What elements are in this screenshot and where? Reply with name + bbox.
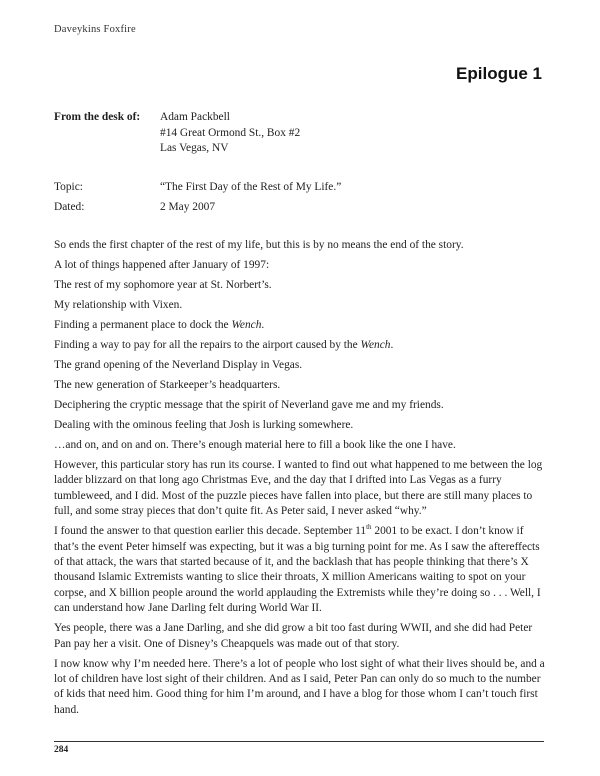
footer-rule (54, 741, 544, 742)
paragraph: The grand opening of the Neverland Display in Vegas. (54, 359, 303, 371)
paragraph: However, this particular story has run its course. I wanted to find out what happened to me between the log ladder blizzard on that long ago Christmas Eve, and the day that I drifted into Las Vegas as a furry tumbleweed, and I did. Most of the puzzle pieces have fallen into place, but there are still many places to full, and some stray pieces that don’t quite fit. As Peter said, I never asked “why.” (54, 459, 543, 518)
paragraph (54, 338, 550, 353)
memo-from-city: Las Vegas, NV (160, 142, 229, 154)
paragraph-text: . (261, 319, 265, 331)
paragraph: I now know why I’m needed here. There’s a lot of people who lost sight of what their lives should be, and a lot of children have lost sight of their children. And as I said, Peter Pan can only do so much to the number of kids that need him. Good thing for him I’m around, and I have a blog for those whom I can’t touch first hand. (54, 657, 545, 716)
paragraph: Dealing with the ominous feeling that Josh is lurking somewhere. (54, 419, 354, 431)
body-text (54, 238, 550, 723)
paragraph: Deciphering the cryptic message that the spirit of Neverland gave me and my friends. (54, 399, 444, 411)
memo-dated-label: Dated: (54, 201, 85, 213)
ordinal-suffix: th (366, 523, 372, 532)
memo-dated-row (54, 200, 215, 216)
memo-from-street: #14 Great Ormond St., Box #2 (160, 126, 301, 139)
paragraph: The new generation of Starkeeper’s headquarters. (54, 379, 281, 391)
paragraph: So ends the first chapter of the rest of my life, but this is by no means the end of the story. (54, 239, 464, 251)
memo-topic-value: “The First Day of the Rest of My Life.” (160, 181, 342, 193)
paragraph-text: Finding a way to pay for all the repairs to the airport caused by the (54, 339, 361, 351)
memo-topic-row (54, 180, 341, 196)
page-number: 284 (54, 745, 69, 755)
running-header: Daveykins Foxfire (54, 24, 136, 35)
paragraph: The rest of my sophomore year at St. Norbert’s. (54, 279, 272, 291)
paragraph: My relationship with Vixen. (54, 299, 183, 311)
chapter-title: Epilogue 1 (456, 64, 542, 83)
paragraph-text: . (390, 339, 394, 351)
paragraph: …and on, and on and on. There’s enough material here to fill a book like the one I have. (54, 439, 456, 451)
paragraph (54, 524, 550, 616)
memo-topic-label: Topic: (54, 181, 83, 193)
paragraph: Yes people, there was a Jane Darling, and she did grow a bit too fast during WWII, and she did had Peter Pan pay her a visit. One of Disney’s Cheapquels was made out of that story. (54, 622, 533, 650)
ship-name: Wench (231, 319, 262, 331)
memo-from-address (160, 110, 300, 157)
paragraph-text: Finding a permanent place to dock the (54, 319, 232, 331)
memo-from-block (54, 110, 300, 157)
ship-name: Wench (360, 339, 391, 351)
memo-dated-value: 2 May 2007 (160, 201, 216, 213)
paragraph (54, 318, 550, 333)
paragraph-text: 2001 to be exact. I don’t know if that’s the event Peter himself was expecting, but it was a big turning point for me. As I saw the aftereffects of that attack, the wars that started because of it, and the backlash that has people thinking that there’s X thousand Islamic Extremists wanting to slice their throats, X million Americans waiting to spot on your corpse, and X billion people around the world applauding the Extremists while they’re doing so . . . Well, I can understand how Jane Darling felt during World War II. (54, 525, 541, 615)
paragraph-text: I found the answer to that question earlier this decade. September 11 (54, 525, 367, 538)
paragraph: A lot of things happened after January of 1997: (54, 259, 270, 271)
memo-from-name: Adam Packbell (160, 111, 230, 123)
memo-from-label: From the desk of: (54, 111, 141, 123)
